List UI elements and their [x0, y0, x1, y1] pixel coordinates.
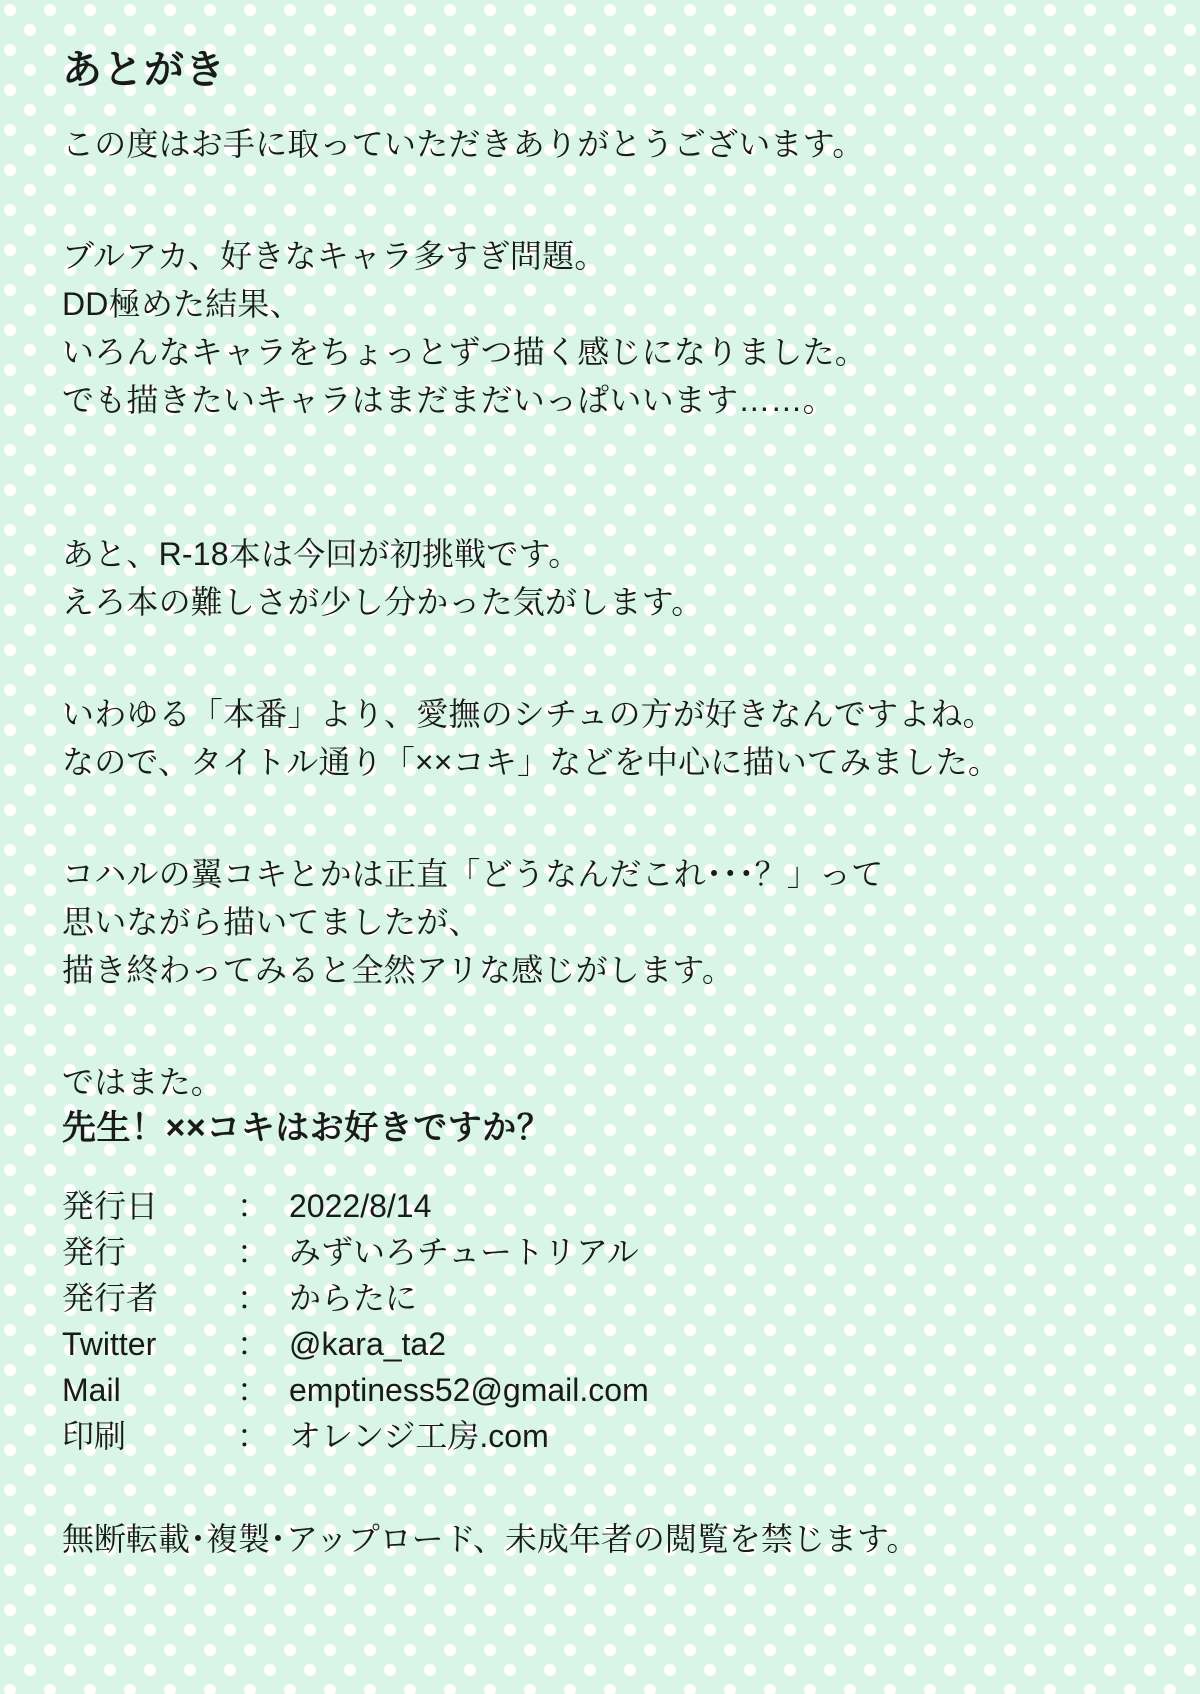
row-value: 2022/8/14 — [289, 1188, 432, 1224]
body-line: えろ本の難しさが少し分かった気がします。 — [62, 584, 704, 620]
row-separator: ： — [237, 1418, 270, 1454]
row-separator: ： — [237, 1280, 270, 1316]
row-separator: ： — [237, 1372, 270, 1408]
paragraph-3 — [62, 530, 1112, 626]
afterword-body — [62, 120, 1112, 1128]
row-label: Mail — [62, 1372, 121, 1408]
body-line: いろんなキャラをちょっとずつ描く感じになりました。 — [62, 334, 868, 370]
colophon-table — [62, 1183, 649, 1459]
row-value: @kara_ta2 — [289, 1326, 447, 1362]
colophon — [62, 1100, 1112, 1561]
body-line: 思いながら描いてましたが、 — [62, 904, 481, 940]
body-line: コハルの翼コキとかは正直「どうなんだこれ･･･？」って — [62, 856, 884, 892]
row-label: 印刷 — [62, 1418, 127, 1454]
page-title: あとがき — [62, 48, 226, 92]
body-line: この度はお手に取っていただきありがとうございます。 — [62, 126, 865, 162]
paragraph-6 — [62, 1058, 1112, 1106]
work-title: 先生！××コキはお好きですか？ — [62, 1109, 552, 1147]
body-line: でも描きたいキャラはまだまだいっぱいいます……。 — [62, 382, 835, 418]
paragraph-5 — [62, 850, 1112, 994]
body-line: 描き終わってみると全然アリな感じがします。 — [62, 952, 735, 988]
paragraph-2 — [62, 232, 1112, 424]
paragraph-spacer — [62, 648, 1112, 690]
paragraph-spacer — [62, 446, 1112, 488]
table-row — [62, 1229, 649, 1275]
row-label: Twitter — [62, 1326, 157, 1362]
table-row — [62, 1275, 649, 1321]
paragraph-spacer — [62, 190, 1112, 232]
table-row — [62, 1321, 649, 1367]
row-value: みずいろチュートリアル — [289, 1234, 639, 1270]
body-line: あと、R-18本は今回が初挑戦です。 — [62, 536, 581, 572]
row-label: 発行日 — [62, 1188, 159, 1224]
row-separator: ： — [237, 1188, 270, 1224]
body-line: DD極めた結果、 — [62, 286, 302, 322]
body-line: ではまた。 — [62, 1064, 224, 1100]
body-line: ブルアカ、好きなキャラ多すぎ問題。 — [62, 238, 607, 274]
table-row — [62, 1183, 649, 1229]
paragraph-1 — [62, 120, 1112, 168]
paragraph-4 — [62, 690, 1112, 786]
page-content — [62, 0, 1142, 1694]
paragraph-spacer — [62, 1016, 1112, 1058]
row-value: emptiness52@gmail.com — [289, 1372, 649, 1408]
paragraph-spacer — [62, 488, 1112, 530]
row-label: 発行 — [62, 1234, 127, 1270]
copyright-notice: 無断転載･複製･アップロード、未成年者の閲覧を禁じます。 — [62, 1521, 919, 1557]
paragraph-spacer — [62, 808, 1112, 850]
row-value: オレンジ工房.com — [289, 1418, 549, 1454]
row-label: 発行者 — [62, 1280, 159, 1316]
row-separator: ： — [237, 1326, 270, 1362]
body-line: いわゆる「本番」より、愛撫のシチュの方が好きなんですよね。 — [62, 696, 995, 732]
table-row — [62, 1413, 649, 1459]
row-value: からたに — [289, 1280, 418, 1316]
table-row — [62, 1367, 649, 1413]
body-line: なので、タイトル通り「××コキ」などを中心に描いてみました。 — [62, 744, 1001, 780]
row-separator: ： — [237, 1234, 270, 1270]
